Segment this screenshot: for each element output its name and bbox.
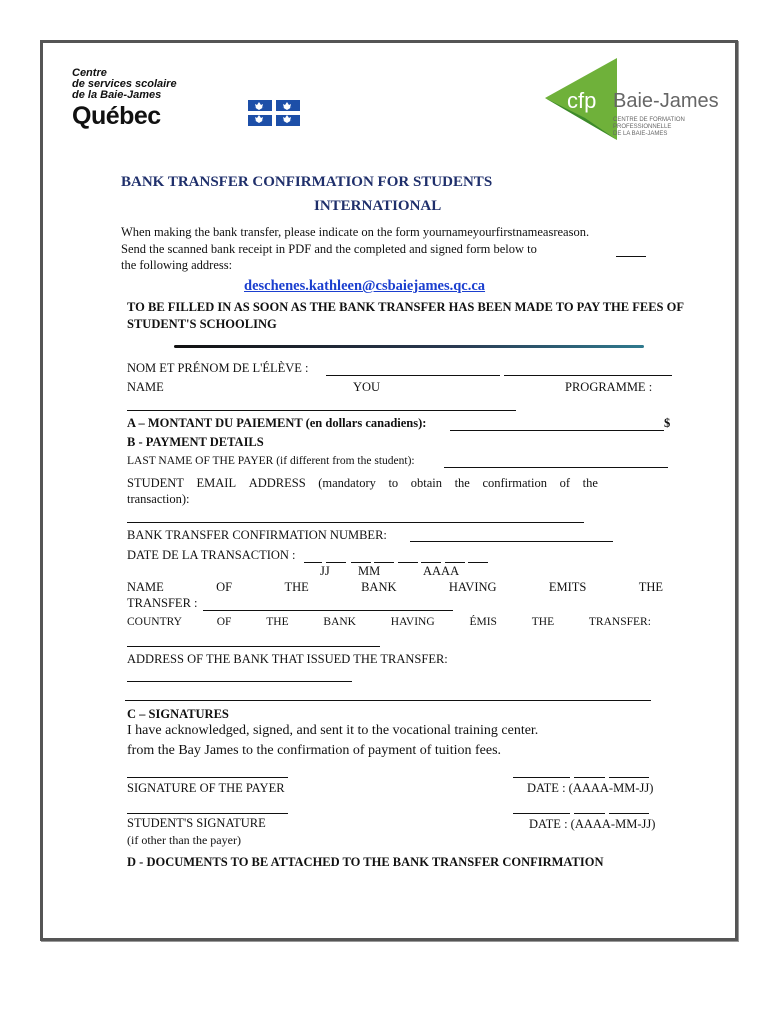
programme-field[interactable] [127, 410, 516, 411]
country-word: HAVING [390, 616, 435, 628]
acknowledgement-line-1: I have acknowledged, signed, and sent it to the vocational training center. [127, 723, 539, 738]
date-aaaa-field[interactable] [445, 562, 465, 563]
section-c-heading: C – SIGNATURES [127, 707, 229, 721]
date-aaaa-field[interactable] [468, 562, 488, 563]
contact-email-link[interactable]: deschenes.kathleen@csbaiejames.qc.ca [244, 278, 486, 294]
instruction-line-2: STUDENT'S SCHOOLING [127, 317, 277, 331]
payer-signature-field[interactable] [127, 777, 288, 778]
section-d-heading: D - DOCUMENTS TO BE ATTACHED TO THE BANK TRANSFER CONFIRMATION [127, 855, 604, 869]
payer-signature-label: SIGNATURE OF THE PAYER [127, 781, 285, 795]
email-word: ADDRESS [248, 476, 306, 490]
payer-date-day-field[interactable] [609, 777, 649, 778]
quebec-wordmark: Québec [72, 102, 161, 130]
instruction-line-1: TO BE FILLED IN AS SOON AS THE BANK TRANSFER HAS BEEN MADE TO PAY THE FEES OF [127, 300, 684, 314]
email-word: the [582, 476, 598, 490]
cfp-sub-1: CENTRE DE FORMATION [613, 117, 685, 123]
cfp-logo [545, 58, 719, 140]
section-divider [174, 345, 644, 348]
intro-blank [616, 256, 646, 257]
email-word: (mandatory [318, 476, 376, 490]
date-aaaa-label: AAAA [423, 564, 460, 578]
currency-symbol: $ [664, 416, 671, 430]
email-word: obtain [410, 476, 442, 490]
confirmation-number-field[interactable] [410, 541, 613, 542]
transaction-date-label: DATE DE LA TRANSACTION : [127, 548, 296, 562]
section-b-heading: B - PAYMENT DETAILS [127, 435, 264, 449]
date-jj-field[interactable] [326, 562, 346, 563]
student-date-day-field[interactable] [609, 813, 649, 814]
country-word: COUNTRY [127, 616, 182, 628]
bank-address-field-2[interactable] [125, 700, 651, 701]
bank-name-label-line1 [127, 580, 663, 595]
programme-label: PROGRAMME : [565, 380, 653, 394]
email-word: STUDENT [127, 476, 184, 490]
amount-field[interactable] [450, 430, 664, 431]
bank-word: HAVING [448, 580, 497, 594]
quebec-flag-icon [248, 100, 300, 126]
bank-word: EMITS [548, 580, 587, 594]
intro-line-1: When making the bank transfer, please indicate on the form yournameyourfirstnameasreason. [121, 225, 590, 239]
bank-name-field[interactable] [203, 610, 453, 611]
cfp-name: Baie-James [613, 90, 719, 112]
student-signature-note: (if other than the payer) [127, 833, 241, 847]
student-date-year-field[interactable] [513, 813, 570, 814]
date-jj-field[interactable] [304, 562, 322, 563]
student-email-label-line1 [127, 476, 598, 491]
student-email-field[interactable] [127, 522, 584, 523]
bank-word: NAME [127, 580, 164, 594]
payer-date-format: DATE : (AAAA-MM-JJ) [527, 781, 654, 795]
student-signature-field[interactable] [127, 813, 288, 814]
bank-address-label: ADDRESS OF THE BANK THAT ISSUED THE TRANSFER: [127, 652, 448, 666]
intro-line-2: Send the scanned bank receipt in PDF and the completed and signed form below to [121, 242, 537, 256]
org-line-3: de la Baie-James [72, 89, 162, 101]
date-aaaa-field[interactable] [398, 562, 418, 563]
payer-lastname-label: LAST NAME OF THE PAYER (if different from the student): [127, 455, 415, 467]
student-date-format: DATE : (AAAA-MM-JJ) [529, 817, 656, 831]
date-mm-field[interactable] [374, 562, 394, 563]
email-word: confirmation [482, 476, 548, 490]
bank-address-field-1[interactable] [127, 681, 352, 682]
doc-title-line2: INTERNATIONAL [314, 198, 442, 214]
acknowledgement-line-2: from the Bay James to the confirmation of payment of tuition fees. [127, 743, 502, 758]
country-word: THE [531, 616, 555, 628]
student-email-label-line2: transaction): [127, 492, 190, 506]
country-word: OF [216, 616, 232, 628]
intro-line-3: the following address: [121, 258, 233, 272]
date-mm-field[interactable] [351, 562, 371, 563]
bank-word: BANK [361, 580, 397, 594]
org-line-2: de services scolaire [72, 78, 177, 90]
date-aaaa-field[interactable] [421, 562, 441, 563]
student-name-label: NOM ET PRÉNOM DE L'ÉLÈVE : [127, 361, 309, 375]
payer-date-year-field[interactable] [513, 777, 570, 778]
email-word: to [388, 476, 399, 490]
you-label: YOU [353, 380, 381, 394]
cfp-mark: cfp [567, 88, 597, 113]
csbj-logo [72, 68, 177, 131]
country-word: BANK [323, 616, 356, 628]
bank-word: THE [638, 580, 663, 594]
section-a-label: A – MONTANT DU PAIEMENT (en dollars canadiens): [127, 416, 427, 430]
student-firstname-field[interactable] [504, 375, 672, 376]
payer-lastname-field[interactable] [444, 467, 668, 468]
country-word: ÉMIS [469, 616, 497, 628]
name-label: NAME [127, 380, 164, 394]
student-signature-label: STUDENT'S SIGNATURE [127, 816, 266, 830]
cfp-sub-2: PROFESSIONNELLE [613, 124, 672, 130]
date-jj-label: JJ [320, 564, 330, 578]
student-lastname-field[interactable] [326, 375, 500, 376]
country-label-line1 [127, 616, 651, 628]
bank-word: THE [284, 580, 309, 594]
email-word: of [559, 476, 571, 490]
doc-title-line1: BANK TRANSFER CONFIRMATION FOR STUDENTS [121, 174, 493, 190]
bank-name-label-line2: TRANSFER : [127, 596, 198, 610]
bank-word: OF [216, 580, 233, 594]
org-line-1: Centre [72, 67, 107, 79]
payer-date-month-field[interactable] [574, 777, 605, 778]
email-word: EMAIL [196, 476, 237, 490]
country-field[interactable] [127, 646, 380, 647]
cfp-sub-3: DE LA BAIE-JAMES [613, 131, 668, 137]
student-date-month-field[interactable] [574, 813, 605, 814]
email-word: the [454, 476, 470, 490]
country-word: TRANSFER: [588, 616, 651, 628]
confirmation-number-label: BANK TRANSFER CONFIRMATION NUMBER: [127, 528, 387, 542]
date-mm-label: MM [358, 564, 381, 578]
country-word: THE [266, 616, 289, 628]
